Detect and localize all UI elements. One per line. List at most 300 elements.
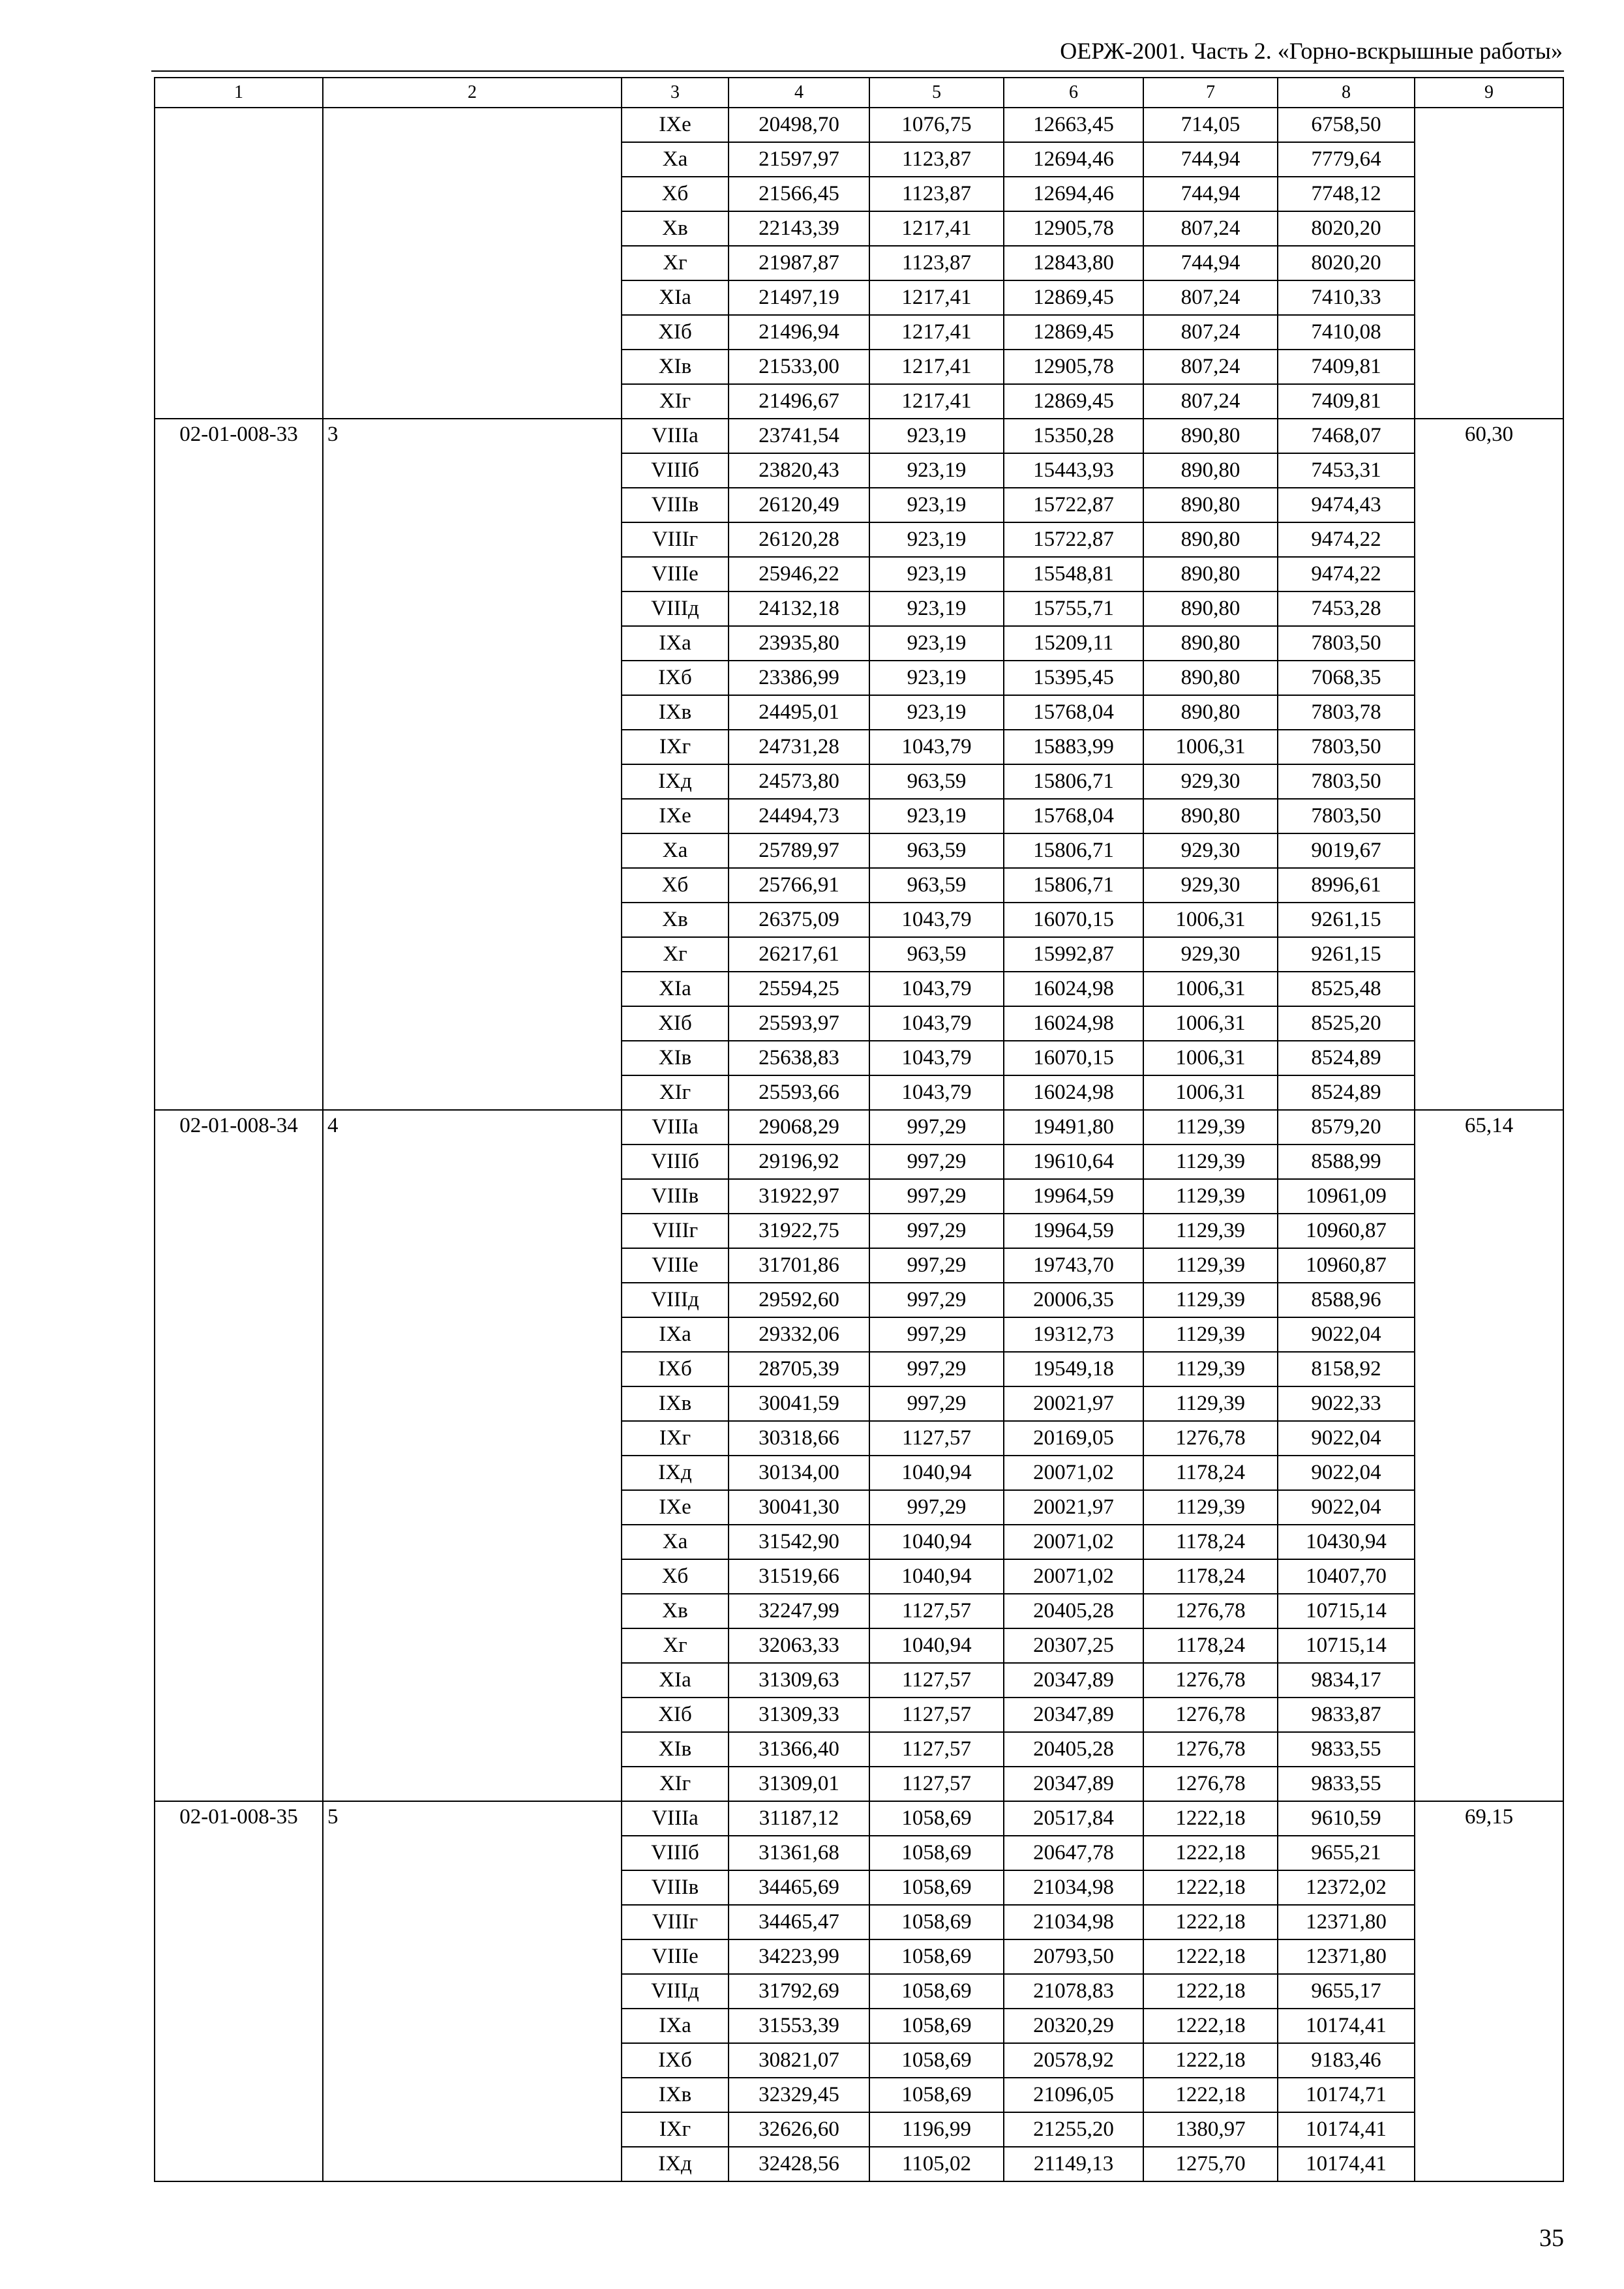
value-cell-col4: 34223,99	[729, 1939, 869, 1974]
value-cell-col7: 1276,78	[1143, 1767, 1278, 1801]
value-cell-col7: 1222,18	[1143, 1870, 1278, 1905]
soil-category-cell: IXб	[622, 2043, 729, 2078]
value-cell-col7: 1129,39	[1143, 1386, 1278, 1421]
value-cell-col4: 25594,25	[729, 972, 869, 1006]
soil-category-cell: XIб	[622, 1006, 729, 1041]
value-cell-col4: 24494,73	[729, 799, 869, 833]
value-cell-col4: 30318,66	[729, 1421, 869, 1456]
value-cell-col4: 21987,87	[729, 246, 869, 280]
value-cell-col8: 7803,78	[1278, 695, 1415, 730]
value-cell-col7: 1006,31	[1143, 1075, 1278, 1110]
value-cell-col7: 807,24	[1143, 384, 1278, 419]
value-cell-col6: 12869,45	[1004, 315, 1143, 350]
value-cell-col5: 1196,99	[869, 2112, 1004, 2147]
value-cell-col8: 7803,50	[1278, 764, 1415, 799]
value-cell-col7: 929,30	[1143, 833, 1278, 868]
value-cell-col4: 21496,67	[729, 384, 869, 419]
value-cell-col4: 31922,75	[729, 1214, 869, 1248]
value-cell-col8: 9474,22	[1278, 557, 1415, 591]
value-cell-col7: 1006,31	[1143, 730, 1278, 764]
value-cell-col5: 997,29	[869, 1248, 1004, 1283]
value-cell-col6: 15768,04	[1004, 799, 1143, 833]
column-number-4: 4	[729, 78, 869, 108]
soil-category-cell: Xа	[622, 833, 729, 868]
value-cell-col7: 1275,70	[1143, 2147, 1278, 2181]
value-cell-col4: 25593,97	[729, 1006, 869, 1041]
soil-category-cell: IXв	[622, 2078, 729, 2112]
value-cell-col7: 1006,31	[1143, 903, 1278, 937]
table-row	[155, 419, 1563, 453]
value-cell-col5: 1058,69	[869, 1870, 1004, 1905]
column-number-9: 9	[1415, 78, 1563, 108]
value-cell-col6: 20307,25	[1004, 1628, 1143, 1663]
soil-category-cell: IXе	[622, 1490, 729, 1525]
value-cell-col8: 9833,55	[1278, 1732, 1415, 1767]
value-cell-col4: 24573,80	[729, 764, 869, 799]
soil-category-cell: VIIIб	[622, 1836, 729, 1870]
labor-hours-cell: 60,30	[1415, 419, 1563, 1110]
value-cell-col4: 32063,33	[729, 1628, 869, 1663]
value-cell-col5: 1217,41	[869, 350, 1004, 384]
soil-category-cell: XIв	[622, 350, 729, 384]
value-cell-col6: 21078,83	[1004, 1974, 1143, 2009]
value-cell-col4: 31922,97	[729, 1179, 869, 1214]
running-header: ОЕРЖ-2001. Часть 2. «Горно-вскрышные работы»	[1060, 38, 1563, 64]
value-cell-col5: 1040,94	[869, 1456, 1004, 1490]
value-cell-col8: 7779,64	[1278, 142, 1415, 177]
value-cell-col5: 1127,57	[869, 1594, 1004, 1628]
value-cell-col7: 744,94	[1143, 142, 1278, 177]
value-cell-col6: 16070,15	[1004, 903, 1143, 937]
value-cell-col7: 744,94	[1143, 177, 1278, 211]
soil-category-cell: VIIIа	[622, 1110, 729, 1144]
value-cell-col8: 8525,48	[1278, 972, 1415, 1006]
soil-category-cell: VIIIг	[622, 1905, 729, 1939]
rates-body	[155, 108, 1563, 2181]
value-cell-col7: 1129,39	[1143, 1352, 1278, 1386]
value-cell-col5: 923,19	[869, 695, 1004, 730]
value-cell-col5: 1076,75	[869, 108, 1004, 142]
soil-category-cell: IXа	[622, 2009, 729, 2043]
column-number-row	[155, 78, 1563, 108]
soil-category-cell: XIа	[622, 280, 729, 315]
soil-category-cell: Xг	[622, 1628, 729, 1663]
value-cell-col7: 807,24	[1143, 280, 1278, 315]
value-cell-col8: 10715,14	[1278, 1594, 1415, 1628]
value-cell-col4: 24731,28	[729, 730, 869, 764]
soil-category-cell: XIв	[622, 1732, 729, 1767]
soil-category-cell: XIб	[622, 315, 729, 350]
value-cell-col7: 1129,39	[1143, 1317, 1278, 1352]
value-cell-col5: 1217,41	[869, 315, 1004, 350]
value-cell-col8: 10174,41	[1278, 2009, 1415, 2043]
value-cell-col5: 1040,94	[869, 1559, 1004, 1594]
rate-name-cell: 3	[323, 419, 622, 1110]
column-number-2: 2	[323, 78, 622, 108]
value-cell-col6: 20071,02	[1004, 1525, 1143, 1559]
value-cell-col7: 1006,31	[1143, 972, 1278, 1006]
value-cell-col6: 15395,45	[1004, 661, 1143, 695]
soil-category-cell: Xг	[622, 937, 729, 972]
value-cell-col5: 923,19	[869, 591, 1004, 626]
value-cell-col8: 12371,80	[1278, 1905, 1415, 1939]
value-cell-col7: 1178,24	[1143, 1456, 1278, 1490]
value-cell-col8: 9022,04	[1278, 1456, 1415, 1490]
table-row	[155, 1801, 1563, 1836]
value-cell-col5: 1123,87	[869, 142, 1004, 177]
soil-category-cell: Xа	[622, 1525, 729, 1559]
value-cell-col4: 30041,59	[729, 1386, 869, 1421]
value-cell-col5: 997,29	[869, 1352, 1004, 1386]
value-cell-col7: 1222,18	[1143, 1974, 1278, 2009]
value-cell-col6: 20021,97	[1004, 1490, 1143, 1525]
value-cell-col6: 15722,87	[1004, 522, 1143, 557]
value-cell-col4: 31309,01	[729, 1767, 869, 1801]
value-cell-col5: 1123,87	[869, 246, 1004, 280]
soil-category-cell: VIIIг	[622, 522, 729, 557]
column-number-1: 1	[155, 78, 323, 108]
value-cell-col6: 20347,89	[1004, 1767, 1143, 1801]
value-cell-col4: 31542,90	[729, 1525, 869, 1559]
value-cell-col6: 15992,87	[1004, 937, 1143, 972]
value-cell-col8: 7803,50	[1278, 730, 1415, 764]
value-cell-col7: 890,80	[1143, 522, 1278, 557]
value-cell-col5: 1058,69	[869, 1836, 1004, 1870]
value-cell-col5: 1043,79	[869, 730, 1004, 764]
value-cell-col6: 20517,84	[1004, 1801, 1143, 1836]
soil-category-cell: IXа	[622, 1317, 729, 1352]
value-cell-col4: 23820,43	[729, 453, 869, 488]
value-cell-col5: 1058,69	[869, 1801, 1004, 1836]
value-cell-col8: 8158,92	[1278, 1352, 1415, 1386]
value-cell-col4: 21566,45	[729, 177, 869, 211]
value-cell-col7: 929,30	[1143, 764, 1278, 799]
value-cell-col7: 1222,18	[1143, 1939, 1278, 1974]
value-cell-col4: 31519,66	[729, 1559, 869, 1594]
value-cell-col6: 21034,98	[1004, 1870, 1143, 1905]
value-cell-col8: 9610,59	[1278, 1801, 1415, 1836]
value-cell-col7: 1129,39	[1143, 1214, 1278, 1248]
value-cell-col5: 1043,79	[869, 1041, 1004, 1075]
soil-category-cell: VIIIа	[622, 1801, 729, 1836]
value-cell-col4: 25789,97	[729, 833, 869, 868]
value-cell-col5: 923,19	[869, 419, 1004, 453]
value-cell-col4: 30041,30	[729, 1490, 869, 1525]
value-cell-col6: 15755,71	[1004, 591, 1143, 626]
value-cell-col5: 923,19	[869, 453, 1004, 488]
value-cell-col8: 8579,20	[1278, 1110, 1415, 1144]
value-cell-col8: 8588,96	[1278, 1283, 1415, 1317]
value-cell-col4: 32428,56	[729, 2147, 869, 2181]
value-cell-col5: 1043,79	[869, 1006, 1004, 1041]
value-cell-col8: 9655,17	[1278, 1974, 1415, 2009]
table-row	[155, 108, 1563, 142]
soil-category-cell: XIг	[622, 1075, 729, 1110]
value-cell-col6: 12905,78	[1004, 211, 1143, 246]
value-cell-col7: 1006,31	[1143, 1006, 1278, 1041]
value-cell-col6: 15806,71	[1004, 868, 1143, 903]
value-cell-col7: 1222,18	[1143, 1905, 1278, 1939]
value-cell-col5: 1058,69	[869, 1905, 1004, 1939]
value-cell-col7: 929,30	[1143, 868, 1278, 903]
value-cell-col4: 31701,86	[729, 1248, 869, 1283]
value-cell-col4: 23386,99	[729, 661, 869, 695]
value-cell-col8: 9655,21	[1278, 1836, 1415, 1870]
value-cell-col6: 12843,80	[1004, 246, 1143, 280]
value-cell-col7: 890,80	[1143, 453, 1278, 488]
column-number-6: 6	[1004, 78, 1143, 108]
value-cell-col5: 997,29	[869, 1283, 1004, 1317]
value-cell-col5: 1217,41	[869, 384, 1004, 419]
value-cell-col4: 21496,94	[729, 315, 869, 350]
value-cell-col4: 26120,49	[729, 488, 869, 522]
value-cell-col7: 1178,24	[1143, 1525, 1278, 1559]
value-cell-col5: 997,29	[869, 1214, 1004, 1248]
value-cell-col5: 1043,79	[869, 972, 1004, 1006]
value-cell-col4: 22143,39	[729, 211, 869, 246]
value-cell-col8: 10960,87	[1278, 1214, 1415, 1248]
value-cell-col6: 19964,59	[1004, 1179, 1143, 1214]
value-cell-col6: 19312,73	[1004, 1317, 1143, 1352]
value-cell-col6: 19491,80	[1004, 1110, 1143, 1144]
soil-category-cell: XIа	[622, 972, 729, 1006]
value-cell-col5: 997,29	[869, 1110, 1004, 1144]
value-cell-col5: 1058,69	[869, 2078, 1004, 2112]
value-cell-col8: 12371,80	[1278, 1939, 1415, 1974]
value-cell-col7: 1129,39	[1143, 1248, 1278, 1283]
value-cell-col5: 997,29	[869, 1317, 1004, 1352]
value-cell-col7: 1222,18	[1143, 2009, 1278, 2043]
value-cell-col7: 714,05	[1143, 108, 1278, 142]
value-cell-col7: 1129,39	[1143, 1144, 1278, 1179]
value-cell-col7: 1276,78	[1143, 1732, 1278, 1767]
value-cell-col5: 1127,57	[869, 1698, 1004, 1732]
value-cell-col6: 16024,98	[1004, 972, 1143, 1006]
soil-category-cell: Xб	[622, 1559, 729, 1594]
value-cell-col6: 20405,28	[1004, 1732, 1143, 1767]
value-cell-col4: 31309,63	[729, 1663, 869, 1698]
value-cell-col8: 10174,71	[1278, 2078, 1415, 2112]
value-cell-col6: 20071,02	[1004, 1456, 1143, 1490]
value-cell-col8: 7410,08	[1278, 315, 1415, 350]
value-cell-col4: 34465,69	[729, 1870, 869, 1905]
value-cell-col6: 16070,15	[1004, 1041, 1143, 1075]
value-cell-col8: 9022,04	[1278, 1421, 1415, 1456]
value-cell-col5: 1040,94	[869, 1525, 1004, 1559]
value-cell-col8: 8524,89	[1278, 1041, 1415, 1075]
value-cell-col4: 31361,68	[729, 1836, 869, 1870]
value-cell-col8: 9261,15	[1278, 903, 1415, 937]
value-cell-col6: 21034,98	[1004, 1905, 1143, 1939]
value-cell-col8: 10430,94	[1278, 1525, 1415, 1559]
value-cell-col4: 34465,47	[729, 1905, 869, 1939]
value-cell-col7: 890,80	[1143, 695, 1278, 730]
soil-category-cell: IXг	[622, 2112, 729, 2147]
value-cell-col6: 12694,46	[1004, 177, 1143, 211]
value-cell-col7: 929,30	[1143, 937, 1278, 972]
value-cell-col4: 29592,60	[729, 1283, 869, 1317]
value-cell-col6: 12663,45	[1004, 108, 1143, 142]
soil-category-cell: Xб	[622, 177, 729, 211]
value-cell-col7: 1178,24	[1143, 1628, 1278, 1663]
value-cell-col8: 9834,17	[1278, 1663, 1415, 1698]
value-cell-col5: 963,59	[869, 764, 1004, 799]
value-cell-col4: 31553,39	[729, 2009, 869, 2043]
value-cell-col4: 32247,99	[729, 1594, 869, 1628]
soil-category-cell: Xа	[622, 142, 729, 177]
value-cell-col4: 25593,66	[729, 1075, 869, 1110]
value-cell-col4: 29332,06	[729, 1317, 869, 1352]
value-cell-col5: 1127,57	[869, 1663, 1004, 1698]
value-cell-col4: 31187,12	[729, 1801, 869, 1836]
rate-name-cell: 5	[323, 1801, 622, 2181]
value-cell-col5: 1058,69	[869, 1939, 1004, 1974]
value-cell-col7: 1006,31	[1143, 1041, 1278, 1075]
soil-category-cell: IXд	[622, 764, 729, 799]
value-cell-col6: 20578,92	[1004, 2043, 1143, 2078]
value-cell-col6: 21255,20	[1004, 2112, 1143, 2147]
value-cell-col8: 7453,31	[1278, 453, 1415, 488]
value-cell-col8: 8525,20	[1278, 1006, 1415, 1041]
value-cell-col4: 30821,07	[729, 2043, 869, 2078]
value-cell-col5: 1127,57	[869, 1767, 1004, 1801]
value-cell-col5: 1127,57	[869, 1732, 1004, 1767]
value-cell-col4: 31309,33	[729, 1698, 869, 1732]
value-cell-col6: 21149,13	[1004, 2147, 1143, 2181]
value-cell-col8: 9474,43	[1278, 488, 1415, 522]
rate-code-cell	[155, 108, 323, 419]
value-cell-col6: 16024,98	[1004, 1075, 1143, 1110]
value-cell-col6: 20347,89	[1004, 1663, 1143, 1698]
value-cell-col8: 10407,70	[1278, 1559, 1415, 1594]
value-cell-col6: 20169,05	[1004, 1421, 1143, 1456]
value-cell-col7: 1222,18	[1143, 2078, 1278, 2112]
value-cell-col8: 8524,89	[1278, 1075, 1415, 1110]
value-cell-col6: 12869,45	[1004, 384, 1143, 419]
soil-category-cell: VIIIд	[622, 1974, 729, 2009]
soil-category-cell: IXе	[622, 108, 729, 142]
value-cell-col7: 890,80	[1143, 661, 1278, 695]
value-cell-col8: 10174,41	[1278, 2112, 1415, 2147]
value-cell-col4: 26120,28	[729, 522, 869, 557]
soil-category-cell: XIг	[622, 1767, 729, 1801]
value-cell-col6: 20006,35	[1004, 1283, 1143, 1317]
value-cell-col5: 1043,79	[869, 1075, 1004, 1110]
value-cell-col5: 1058,69	[869, 1974, 1004, 2009]
labor-hours-cell	[1415, 108, 1563, 419]
value-cell-col4: 30134,00	[729, 1456, 869, 1490]
value-cell-col5: 963,59	[869, 937, 1004, 972]
value-cell-col4: 31792,69	[729, 1974, 869, 2009]
value-cell-col4: 23741,54	[729, 419, 869, 453]
soil-category-cell: IXб	[622, 1352, 729, 1386]
value-cell-col6: 16024,98	[1004, 1006, 1143, 1041]
value-cell-col6: 20021,97	[1004, 1386, 1143, 1421]
value-cell-col7: 1129,39	[1143, 1110, 1278, 1144]
value-cell-col5: 923,19	[869, 522, 1004, 557]
value-cell-col5: 997,29	[869, 1386, 1004, 1421]
value-cell-col4: 31366,40	[729, 1732, 869, 1767]
soil-category-cell: Xб	[622, 868, 729, 903]
soil-category-cell: VIIIа	[622, 419, 729, 453]
value-cell-col7: 807,24	[1143, 315, 1278, 350]
rate-code-cell: 02-01-008-33	[155, 419, 323, 1110]
soil-category-cell: VIIIе	[622, 557, 729, 591]
soil-category-cell: Xг	[622, 246, 729, 280]
value-cell-col5: 997,29	[869, 1490, 1004, 1525]
column-number-3: 3	[622, 78, 729, 108]
value-cell-col4: 32626,60	[729, 2112, 869, 2147]
value-cell-col8: 8588,99	[1278, 1144, 1415, 1179]
value-cell-col8: 8020,20	[1278, 211, 1415, 246]
value-cell-col6: 12694,46	[1004, 142, 1143, 177]
value-cell-col7: 1276,78	[1143, 1663, 1278, 1698]
value-cell-col6: 20405,28	[1004, 1594, 1143, 1628]
value-cell-col7: 1380,97	[1143, 2112, 1278, 2147]
soil-category-cell: XIб	[622, 1698, 729, 1732]
rate-code-cell: 02-01-008-35	[155, 1801, 323, 2181]
soil-category-cell: VIIIб	[622, 453, 729, 488]
value-cell-col7: 890,80	[1143, 557, 1278, 591]
value-cell-col8: 7468,07	[1278, 419, 1415, 453]
value-cell-col5: 1217,41	[869, 211, 1004, 246]
value-cell-col4: 29068,29	[729, 1110, 869, 1144]
value-cell-col4: 21533,00	[729, 350, 869, 384]
value-cell-col6: 12905,78	[1004, 350, 1143, 384]
value-cell-col4: 21497,19	[729, 280, 869, 315]
labor-hours-cell: 65,14	[1415, 1110, 1563, 1801]
value-cell-col6: 15209,11	[1004, 626, 1143, 661]
value-cell-col6: 15548,81	[1004, 557, 1143, 591]
soil-category-cell: VIIIд	[622, 1283, 729, 1317]
value-cell-col8: 7803,50	[1278, 626, 1415, 661]
soil-category-cell: Xв	[622, 1594, 729, 1628]
value-cell-col5: 997,29	[869, 1144, 1004, 1179]
soil-category-cell: IXа	[622, 626, 729, 661]
value-cell-col8: 9261,15	[1278, 937, 1415, 972]
value-cell-col8: 6758,50	[1278, 108, 1415, 142]
soil-category-cell: VIIIв	[622, 1870, 729, 1905]
value-cell-col8: 9833,55	[1278, 1767, 1415, 1801]
value-cell-col4: 25946,22	[729, 557, 869, 591]
soil-category-cell: VIIIв	[622, 488, 729, 522]
soil-category-cell: VIIIв	[622, 1179, 729, 1214]
value-cell-col6: 20647,78	[1004, 1836, 1143, 1870]
soil-category-cell: VIIIе	[622, 1939, 729, 1974]
soil-category-cell: XIв	[622, 1041, 729, 1075]
soil-category-cell: IXг	[622, 730, 729, 764]
value-cell-col7: 1178,24	[1143, 1559, 1278, 1594]
column-number-5: 5	[869, 78, 1004, 108]
value-cell-col5: 1217,41	[869, 280, 1004, 315]
header-rule	[151, 70, 1564, 72]
value-cell-col6: 15806,71	[1004, 764, 1143, 799]
value-cell-col8: 9019,67	[1278, 833, 1415, 868]
soil-category-cell: VIIIб	[622, 1144, 729, 1179]
value-cell-col6: 15722,87	[1004, 488, 1143, 522]
value-cell-col6: 15883,99	[1004, 730, 1143, 764]
soil-category-cell: IXд	[622, 2147, 729, 2181]
value-cell-col6: 12869,45	[1004, 280, 1143, 315]
value-cell-col8: 7803,50	[1278, 799, 1415, 833]
value-cell-col8: 7748,12	[1278, 177, 1415, 211]
column-number-7: 7	[1143, 78, 1278, 108]
value-cell-col7: 1276,78	[1143, 1594, 1278, 1628]
value-cell-col5: 1105,02	[869, 2147, 1004, 2181]
soil-category-cell: IXд	[622, 1456, 729, 1490]
value-cell-col4: 26375,09	[729, 903, 869, 937]
value-cell-col7: 1129,39	[1143, 1490, 1278, 1525]
